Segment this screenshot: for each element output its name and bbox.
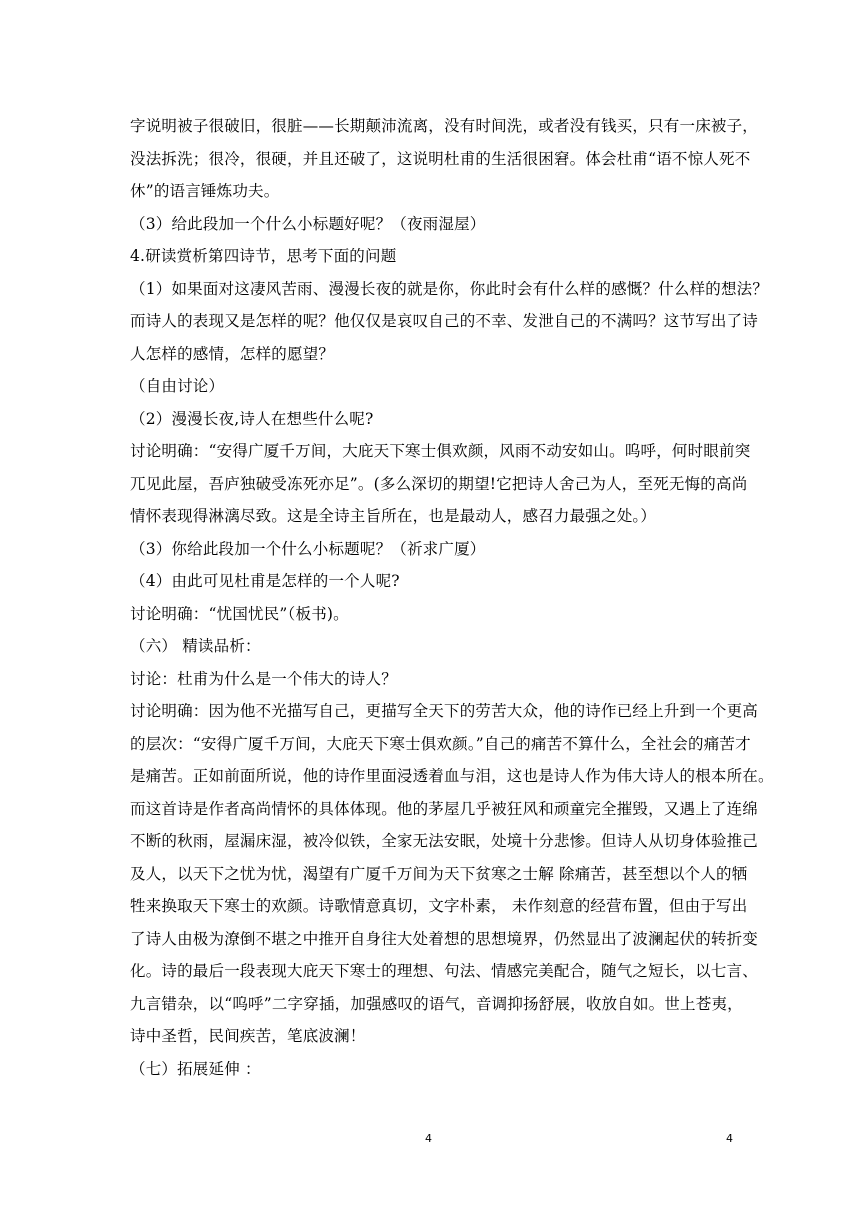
text-line: 讨论明确：“安得广厦千万间，大庇天下寒士俱欢颜，风雨不动安如山。呜呼，何时眼前突	[130, 442, 751, 460]
text-line: 九言错杂，以“呜呼”二字穿插，加强感叹的语气，音调抑扬舒展，收放自如。世上苍夷，	[130, 994, 743, 1013]
text-line: 而这首诗是作者高尚情怀的具体体现。他的茅屋几乎被狂风和顽童完全摧毁，又遇上了连绵	[130, 799, 759, 818]
text-line: 而诗人的表现又是怎样的呢？他仅仅是哀叹自己的不幸、发泄自己的不满吗？这节写出了诗	[130, 312, 759, 330]
text-line: 4.研读赏析第四诗节，思考下面的问题	[130, 247, 397, 265]
text-line: 不断的秋雨，屋漏床湿，被冷似铁，全家无法安眠，处境十分悲惨。但诗人从切身体验推己	[130, 832, 759, 850]
text-line: 及人，以天下之忧为忧，渴望有广厦千万间为天下贫寒之士解 除痛苦，甚至想以个人的牺	[130, 864, 748, 883]
text-line: 牲来换取天下寒士的欢颜。诗歌情意真切，文字朴素， 未作刻意的经营布置，但由于写出	[130, 897, 748, 915]
text-line: （七）拓展延伸 ：	[130, 1059, 261, 1078]
text-line: 化。诗的最后一段表现大庇天下寒士的理想、句法、情感完美配合，随气之短长，以七言、	[130, 962, 759, 980]
text-line: （2）漫漫长夜,诗人在想些什么呢?	[130, 409, 374, 428]
text-line: （3）给此段加一个什么小标题好呢？（夜雨湿屋）	[130, 214, 486, 233]
page-number-right: 4	[726, 1132, 733, 1145]
text-line: （3）你给此段加一个什么小标题呢？（祈求广厦）	[130, 539, 486, 558]
text-line: （六） 精读品析：	[130, 637, 261, 655]
text-line: 字说明被子很破旧，很脏——长期颠沛流离，没有时间洗，或者没有钱买，只有一床被子，	[130, 117, 759, 135]
text-line: （1）如果面对这凄风苦雨、漫漫长夜的就是你，你此时会有什么样的感慨？什么样的想法？	[130, 279, 769, 298]
text-line: 没法拆洗；很冷，很硬，并且还破了，这说明杜甫的生活很困窘。体会杜甫“语不惊人死不	[130, 149, 751, 168]
text-line: 了诗人由极为潦倒不堪之中推开自身往大处着想的思想境界，仍然显出了波澜起伏的转折变	[130, 929, 759, 948]
page-number-center: 4	[425, 1132, 432, 1145]
document-body	[130, 110, 774, 1085]
text-line: 人怎样的感情，怎样的愿望？	[130, 344, 335, 363]
text-line: 诗中圣哲，民间疾苦，笔底波澜！	[130, 1027, 366, 1045]
text-line: 讨论明确：“忧国忧民”（板书)。	[130, 604, 349, 623]
text-line: （自由讨论）	[130, 377, 225, 395]
text-line: 讨论明确：因为他不光描写自己，更描写全天下的劳苦大众，他的诗作已经上升到一个更高	[130, 702, 759, 720]
text-line: 情怀表现得淋漓尽致。这是全诗主旨所在，也是最动人，感召力最强之处。）	[130, 507, 657, 525]
text-line: （4）由此可见杜甫是怎样的一个人呢?	[130, 572, 400, 590]
text-line: 兀见此屋，吾庐独破受冻死亦足”。(多么深切的期望!它把诗人舍己为人，至死无悔的高尚	[130, 474, 748, 493]
text-line: 的层次：“安得广厦千万间，大庇天下寒士俱欢颜。”自己的痛苦不算什么，全社会的痛苦才	[130, 734, 751, 753]
text-line: 讨论：杜甫为什么是一个伟大的诗人？	[130, 669, 397, 688]
text-line: 休”的语言锤炼功夫。	[130, 182, 280, 200]
text-line: 是痛苦。正如前面所说，他的诗作里面浸透着血与泪，这也是诗人作为伟大诗人的根本所在。	[130, 767, 774, 785]
